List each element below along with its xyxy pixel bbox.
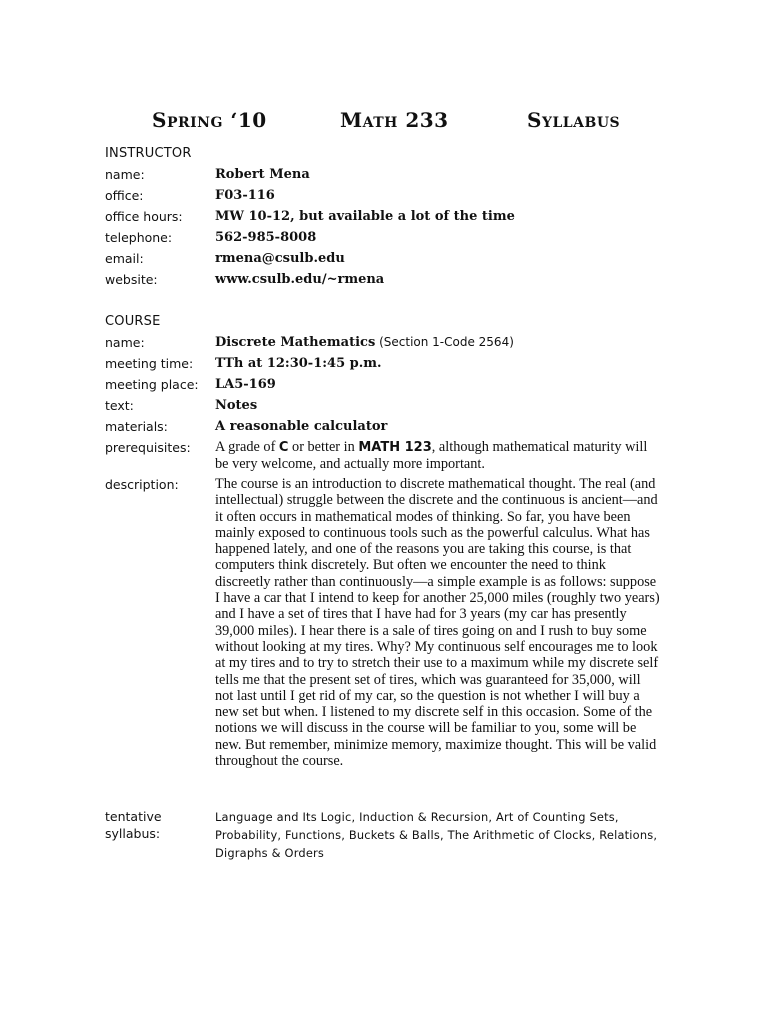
syllabus-label-line-1: tentative <box>105 809 162 824</box>
meeting-place-value: LA5-169 <box>215 377 276 392</box>
website-label: website: <box>105 272 158 287</box>
prereq-course-ref: MATH 123 <box>358 440 432 455</box>
materials-value: A reasonable calculator <box>215 419 388 434</box>
course-title: Math 233 <box>340 108 449 132</box>
materials-label: materials: <box>105 419 168 434</box>
instructor-heading: INSTRUCTOR <box>105 146 192 161</box>
syllabus-label <box>105 808 213 842</box>
office-label: office: <box>105 188 144 203</box>
prereq-text-3: , although mathematical maturity will be very welcome, and actually more important. <box>215 439 648 473</box>
email-label: email: <box>105 251 144 266</box>
text-label: text: <box>105 398 134 413</box>
syllabus-topics: Language and Its Logic, Induction & Recursion, Art of Counting Sets, Probability, Functions, Buckets & Balls, The Arithmetic of Clocks, Relations, Digraphs & Orders <box>215 810 658 860</box>
meeting-time-value: TTh at 12:30-1:45 p.m. <box>215 356 382 371</box>
prerequisites-value <box>215 439 661 473</box>
website-value: www.csulb.edu/~rmena <box>215 272 385 287</box>
syllabus-label-line-2: syllabus: <box>105 826 161 841</box>
description-value: The course is an introduction to discrete mathematical thought. The real (and intellectual) struggle between the discrete and the continuous is ancient—and it often occurs in mathematical modes of thinking. So far, you have been mainly exposed to continuous tools such as the powerful calculus. What has happened lately, and one of the reasons you are taking this course, is that computers think discretely. But often we encounter the need to think discreetly rather than continuously—a simple example is as follows: suppose I have a car that I intend to keep for another 25,000 miles (roughly two years) and I have a set of tires that I have had for 3 years (my car has presently 39,000 miles). I hear there is a sale of tires going on and I rush to buy some without looking at my tires. Why? My continuous self encourages me to look at my tires and to try to stretch their use to a maximum while my discrete self tells me that the present set of tires, which was guaranteed for 35,000, will not last until I get rid of my car, so the question is not whether I will buy a new set but when. I listened to my discrete self in this occasion. Some of the notions we will discuss in the course will be familiar to you, some will be new. But remember, minimize memory, maximize thought. This will be valid throughout the course. <box>215 476 660 770</box>
course-section-note: (Section 1-Code 2564) <box>375 335 514 349</box>
email-value: rmena@csulb.edu <box>215 251 345 266</box>
document-title-row <box>0 108 768 138</box>
instructor-name-label: name: <box>105 167 145 182</box>
telephone-value: 562-985-8008 <box>215 230 317 245</box>
course-name-label: name: <box>105 335 145 350</box>
office-hours-value: MW 10-12, but available a lot of the time <box>215 209 515 224</box>
prereq-text-2: or better in <box>288 439 359 455</box>
description-label: description: <box>105 477 179 492</box>
text-value: Notes <box>215 398 258 413</box>
telephone-label: telephone: <box>105 230 173 245</box>
term-title: Spring ‘10 <box>152 108 267 132</box>
course-heading: COURSE <box>105 314 161 329</box>
document-type-title: Syllabus <box>527 108 621 132</box>
prereq-text-1: A grade of <box>215 439 279 455</box>
prerequisites-label: prerequisites: <box>105 440 191 455</box>
meeting-time-label: meeting time: <box>105 356 194 371</box>
meeting-place-label: meeting place: <box>105 377 199 392</box>
office-value: F03-116 <box>215 188 275 203</box>
prereq-grade: C <box>278 440 289 455</box>
instructor-name-value: Robert Mena <box>215 167 310 182</box>
office-hours-label: office hours: <box>105 209 183 224</box>
course-name-value <box>215 334 661 351</box>
course-name-text: Discrete Mathematics <box>215 335 376 350</box>
